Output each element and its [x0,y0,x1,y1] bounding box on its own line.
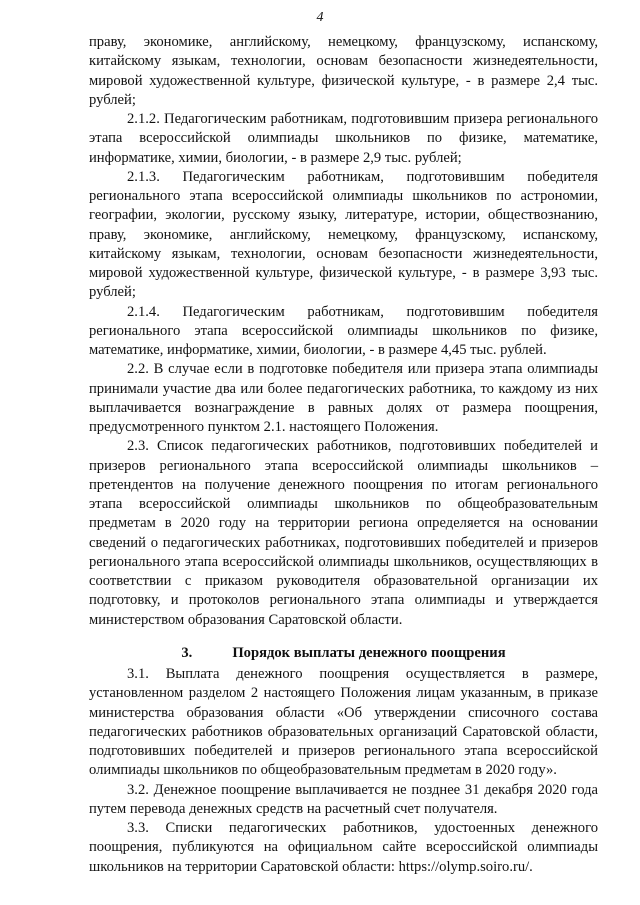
section-title: Порядок выплаты денежного поощрения [232,644,506,661]
paragraph-2-3: 2.3. Список педагогических работников, подготовивших победителей и призеров регионального этапа всероссийской олимпиады школьников – претендентов на получение денежного поощрения по итогам регионального этапа всероссийской олимпиады школьников по общеобразовательным предметам в 2020 году на территории региона определяется на основании сведений о педагогических работниках, подготовивших победителей и призеров регионального этапа всероссийской олимпиады школьников, осуществляющих в соответствии с приказом руководителя образовательной организации их подготовку, и протоколов регионального этапа олимпиады и утверждается министерством образования Саратовской области. [89,438,598,628]
paragraph-3-2: 3.2. Денежное поощрение выплачивается не позднее 31 декабря 2020 года путем перевода денежных средств на расчетный счет получателя. [89,781,598,817]
paragraph-2-1-4: 2.1.4. Педагогическим работникам, подготовившим победителя регионального этапа всероссийской олимпиады школьников по физике, математике, информатике, химии, биологии, - в размере 4,45 тыс. рублей. [89,303,598,358]
paragraph-3-3: 3.3. Списки педагогических работников, удостоенных денежного поощрения, публикуются на официальном сайте всероссийской олимпиады школьников на территории Саратовской области: https://olymp.soiro.ru/. [89,820,598,875]
paragraph-2-2: 2.2. В случае если в подготовке победителя или призера этапа олимпиады принимали участие два или более педагогических работника, то каждому из них выплачивается вознаграждение в равных долях от размера поощрения, предусмотренного пунктом 2.1. настоящего Положения. [89,361,598,435]
paragraph-continued-list: праву, экономике, английскому, немецкому, французскому, испанскому, китайскому языкам, технологии, основам безопасности жизнедеятельности, мировой художественной культуре, физической культуре, - в размере 2,4 тыс. рублей; [89,34,598,108]
section-number: 3. [181,644,193,661]
document-body [89,33,598,877]
page-number: 4 [316,10,324,25]
paragraph-2-1-2: 2.1.2. Педагогическим работникам, подготовившим призера регионального этапа всероссийской олимпиады школьников по физике, математике, информатике, химии, биологии, - в размере 2,9 тыс. рублей; [89,111,598,166]
paragraph-2-1-3: 2.1.3. Педагогическим работникам, подготовившим победителя регионального этапа всероссийской олимпиады школьников по астрономии, географии, экологии, русскому языку, литературе, истории, обществознанию, праву, экономике, английскому, немецкому, французскому, испанскому, китайскому языкам, технологии, основам безопасности жизнедеятельности, мировой художественной культуре, физической культуре, - в размере 3,93 тыс. рублей; [89,168,598,301]
section-heading [89,644,598,663]
paragraph-3-1: 3.1. Выплата денежного поощрения осуществляется в размере, установленном разделом 2 настоящего Положения лицам указанным, в приказе министерства образования области «Об утверждении списочного состава педагогических работников образовательных организаций Саратовской области, подготовивших победителей и призеров регионального этапа всероссийской олимпиады школьников по общеобразовательным предметам в 2020 году». [89,666,598,779]
